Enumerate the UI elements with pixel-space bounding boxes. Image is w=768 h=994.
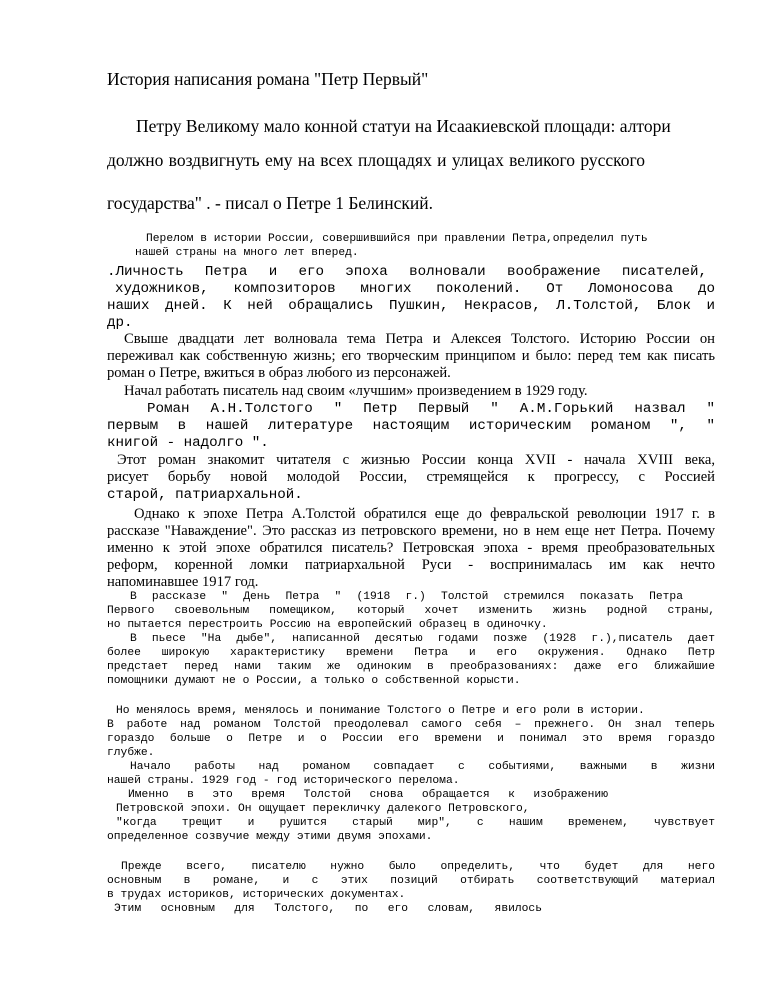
paragraph-line: Прежде всего, писателю нужно было определить, что будет для него	[121, 861, 715, 873]
paragraph-line: напоминавшее 1917 год.	[107, 574, 259, 590]
paragraph-line: В пьесе "На дыбе", написанной десятью годами позже (1928 г.),писатель дает	[130, 633, 715, 645]
paragraph-line: Начало работы над романом совпадает с событиями, важными в жизни	[130, 761, 715, 773]
paragraph-line: но пытается перестроить Россию на европейский образец в одиночку.	[107, 619, 548, 631]
paragraph-line: определенное созвучие между этими двумя эпохами.	[107, 831, 433, 843]
paragraph-line: Первого своевольным помещиком, который хочет изменить жизнь родной страны,	[107, 605, 715, 617]
paragraph-line: Однако к эпохе Петра А.Толстой обратился еще до февральской революции 1917 г. в	[134, 506, 715, 522]
paragraph-line: наших дней. К ней обращались Пушкин, Некрасов, Л.Толстой, Блок и	[107, 298, 715, 314]
paragraph-line: нашей страны. 1929 год - год исторического перелома.	[107, 775, 460, 787]
paragraph-line: Свыше двадцати лет волновала тема Петра и Алексея Толстого. Историю России он	[124, 331, 715, 347]
paragraph-line: должно воздвигнуть ему на всех площадях и улицах великого русского	[107, 150, 645, 170]
paragraph-line: Этим основным для Толстого, по его словам, явилось	[114, 903, 542, 915]
paragraph-line: Петровской эпохи. Он ощущает перекличку далекого Петровского,	[116, 803, 530, 815]
paragraph-line: др.	[107, 315, 133, 331]
paragraph-line: В рассказе " День Петра " (1918 г.) Толстой стремился показать Петра	[130, 591, 683, 603]
document-title: История написания романа "Петр Первый"	[107, 69, 429, 89]
paragraph-line: реформ, коренной ломки патриархальной Руси - воспринималась им как нечто	[107, 557, 715, 573]
paragraph-line: предстает перед нами таким же одиноким в преобразованиях: даже его ближайшие	[107, 661, 715, 673]
paragraph-line: "когда трещит и рушится старый мир", с нашим временем, чувствует	[116, 817, 715, 829]
paragraph-line: более широкую характеристику времени Петра и его окружения. Однако Петр	[107, 647, 715, 659]
paragraph-line: Именно в это время Толстой снова обращается к изображению	[128, 789, 608, 801]
paragraph-line: старой, патриархальной.	[107, 487, 303, 503]
paragraph-line: книгой - надолго ".	[107, 435, 269, 451]
paragraph-line: Перелом в истории России, совершившийся при правлении Петра,определил путь	[146, 233, 648, 245]
paragraph-line: роман о Петре, вжиться в образ любого из персонажей.	[107, 365, 451, 381]
paragraph-line: основным в романе, и с этих позиций отбирать соответствующий материал	[107, 875, 715, 887]
paragraph-line: нашей страны на много лет вперед.	[135, 247, 359, 259]
paragraph-line: Начал работать писатель над своим «лучшим» произведением в 1929 году.	[124, 383, 588, 399]
paragraph-line: государства" . - писал о Петре 1 Белинский.	[107, 193, 434, 213]
paragraph-line: В работе над романом Толстой преодолевал самого себя – прежнего. Он знал теперь	[107, 719, 715, 731]
paragraph-line: первым в нашей литературе настоящим историческим романом ", "	[107, 418, 715, 434]
paragraph-line: Роман А.Н.Толстого " Петр Первый " А.М.Горький назвал "	[147, 401, 715, 417]
paragraph-line: гораздо больше о Петре и о России его времени и понимал это время гораздо	[107, 733, 715, 745]
paragraph-line: переживал как собственную жизнь; его творческим принципом и было: перед тем как писать	[107, 348, 715, 364]
paragraph-line: Но менялось время, менялось и понимание Толстого о Петре и его роли в истории.	[116, 705, 645, 717]
paragraph-line: художников, композиторов многих поколений. От Ломоносова до	[115, 281, 715, 297]
paragraph-line: рисует борьбу новой молодой России, стремящейся к прогрессу, с Россией	[107, 469, 715, 485]
paragraph-line: рассказе "Наваждение". Это рассказ из петровского времени, но в нем еще нет Петра. Почему	[107, 523, 715, 539]
paragraph-line: в трудах историков, исторических документах.	[107, 889, 406, 901]
paragraph-line: Петру Великому мало конной статуи на Исаакиевской площади: алтори	[136, 116, 671, 136]
paragraph-line: помощники думают не о России, а только о собственной корысти.	[107, 675, 521, 687]
paragraph-line: Этот роман знакомит читателя с жизнью России конца XVII - начала XVIII века,	[117, 452, 715, 468]
paragraph-line: глубже.	[107, 747, 155, 759]
paragraph-line: .Личность Петра и его эпоха волновали воображение писателей,	[107, 264, 707, 280]
paragraph-line: именно к этой эпохе обратился писатель? Петровская эпоха - время преобразовательных	[107, 540, 715, 556]
